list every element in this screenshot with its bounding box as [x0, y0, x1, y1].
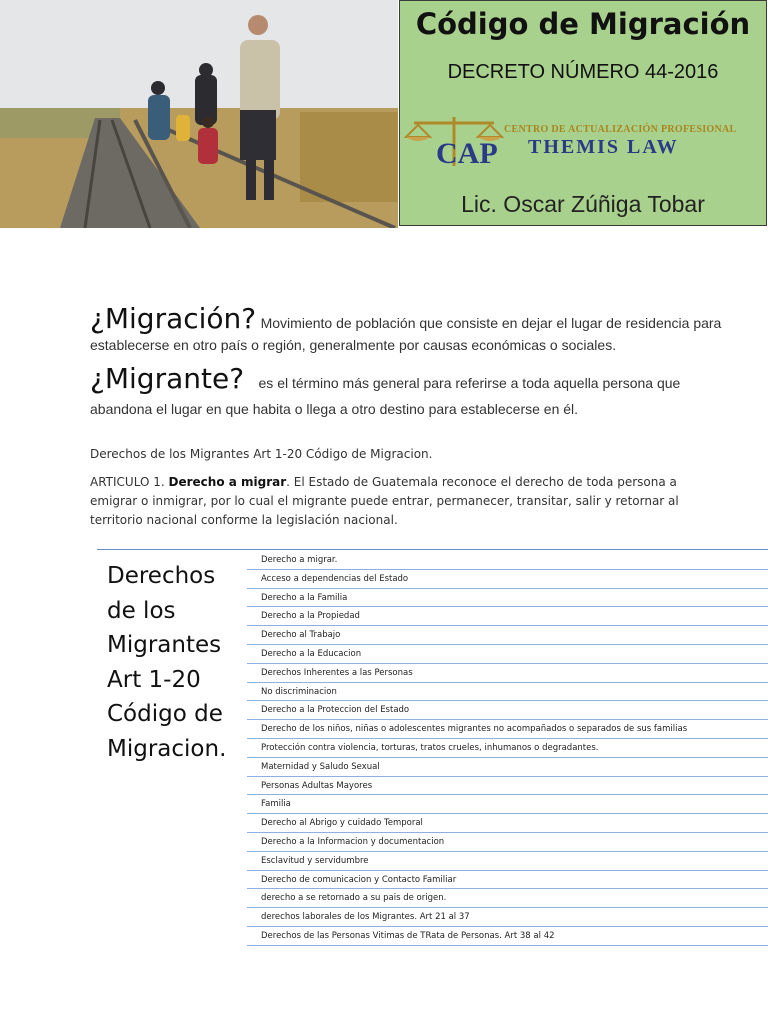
- list-item: Derecho de comunicacion y Contacto Familiar: [247, 871, 768, 890]
- article-1: [90, 473, 680, 530]
- definition-migracion: [90, 302, 730, 353]
- list-item: Familia: [247, 795, 768, 814]
- list-item: No discriminacion: [247, 683, 768, 702]
- definition-term: ¿Migración?: [90, 302, 257, 335]
- title-box: [399, 0, 767, 226]
- list-item: Derecho de los niños, niñas o adolescentes migrantes no acompañados o separados de sus familias: [247, 720, 768, 739]
- header-photo-migrants-on-railway: [0, 0, 398, 228]
- author-name: Lic. Oscar Zúñiga Tobar: [461, 191, 705, 217]
- list-item: Derecho a la Familia: [247, 589, 768, 608]
- article-bold: Derecho a migrar: [168, 475, 287, 489]
- list-item: Maternidad y Saludo Sexual: [247, 758, 768, 777]
- definition-desc-cont: abandona el lugar en que habita o llega a otro destino para establecerse en él.: [90, 401, 579, 417]
- list-item: Personas Adultas Mayores: [247, 777, 768, 796]
- list-item: Derecho a la Educacion: [247, 645, 768, 664]
- list-item: Derecho a la Proteccion del Estado: [247, 701, 768, 720]
- list-item: Protección contra violencia, torturas, tratos crueles, inhumanos o degradantes.: [247, 739, 768, 758]
- scales-of-justice-icon: [404, 111, 504, 171]
- rights-list: [247, 551, 768, 946]
- document-title: Código de Migración: [415, 7, 751, 41]
- definition-migrante: [90, 362, 730, 417]
- section-heading: Derechos de los Migrantes Art 1-20 Código de Migracion.: [90, 447, 433, 461]
- rights-top-rule: [97, 549, 768, 550]
- list-item: Derecho a migrar.: [247, 551, 768, 570]
- list-item: Derecho a la Propiedad: [247, 607, 768, 626]
- definition-desc-cont: establecerse en otro país o región, generalmente por causas económicas o sociales.: [90, 337, 617, 353]
- article-prefix: ARTICULO 1.: [90, 475, 165, 489]
- list-item: Esclavitud y servidumbre: [247, 852, 768, 871]
- logo-name: THEMIS LAW: [528, 136, 679, 158]
- logo-subtitle: CENTRO DE ACTUALIZACIÓN PROFESIONAL: [504, 124, 737, 135]
- list-item: Derechos Inherentes a las Personas: [247, 664, 768, 683]
- definition-desc: es el término más general para referirse a toda aquella persona que: [258, 375, 681, 391]
- logo-initials: CAP: [436, 137, 498, 170]
- list-item: Derecho a la Informacion y documentacion: [247, 833, 768, 852]
- definition-desc: Movimiento de población que consiste en dejar el lugar de residencia para: [260, 315, 722, 331]
- list-item: Acceso a dependencias del Estado: [247, 570, 768, 589]
- article-text: . El Estado de Guatemala reconoce el derecho de toda persona a emigrar o inmigrar, por lo cual el migrante puede entrar, permanecer, transitar, salir y retornar al territorio nacional conforme la legislación nacional.: [90, 475, 679, 527]
- list-item: Derechos de las Personas Vitimas de TRata de Personas. Art 38 al 42: [247, 927, 768, 946]
- list-item: Derecho al Abrigo y cuidado Temporal: [247, 814, 768, 833]
- definition-term: ¿Migrante?: [90, 362, 245, 395]
- list-item: Derecho al Trabajo: [247, 626, 768, 645]
- list-item: derecho a se retornado a su pais de origen.: [247, 889, 768, 908]
- themis-law-logo: [404, 111, 766, 171]
- rights-title: Derechos de los Migrantes Art 1-20 Código de Migracion.: [107, 563, 227, 762]
- list-item: derechos laborales de los Migrantes. Art 21 al 37: [247, 908, 768, 927]
- decree-number: DECRETO NÚMERO 44-2016: [447, 61, 719, 83]
